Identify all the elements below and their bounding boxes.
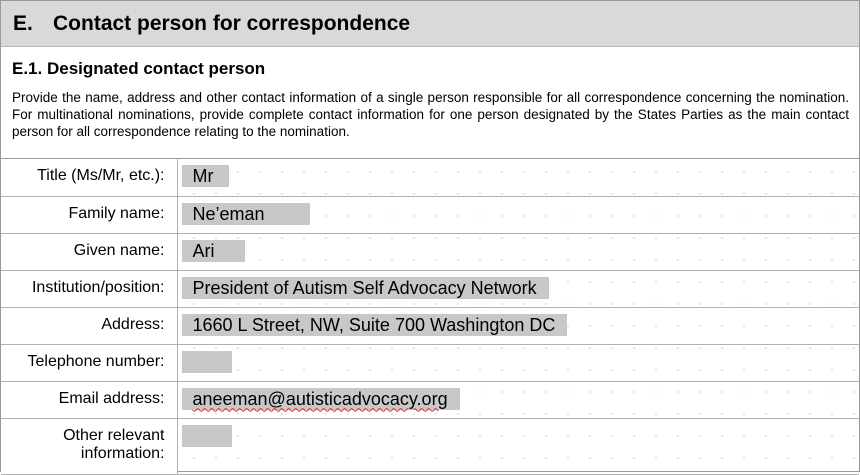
other-info-label-line1: Other relevant [63,426,165,444]
subsection-title: E.1. Designated contact person [12,59,266,78]
telephone-label: Telephone number: [1,344,177,381]
subsection-description: Provide the name, address and other contact information of a single person responsible for all correspondence concerning the nomination. For multinational nominations, provide complete contact information for one person designated by the States Parties as the main contact person for all correspondence relating to the nomination. [12,90,849,139]
title-label: Title (Ms/Mr, etc.): [1,159,177,196]
other-info-label [1,418,177,474]
form-row-email [1,381,859,418]
form-row-institution [1,270,859,307]
section-number: E. [13,11,33,35]
email-label: Email address: [1,381,177,418]
form-row-address [1,307,859,344]
address-field[interactable]: 1660 L Street, NW, Suite 700 Washington DC [182,314,568,336]
institution-field[interactable]: President of Autism Self Advocacy Network [182,277,549,299]
form-row-other [1,418,859,474]
email-field[interactable]: aneeman@autisticadvocacy.org [182,388,460,410]
address-label: Address: [1,307,177,344]
given-name-label: Given name: [1,233,177,270]
form-row-telephone [1,344,859,381]
contact-form-table [1,159,859,475]
family-name-field[interactable]: Ne’eman [182,203,310,225]
form-row-given-name [1,233,859,270]
other-info-label-line2: information: [80,444,165,462]
given-name-field[interactable]: Ari [182,240,245,262]
subsection-block [1,47,859,159]
section-title: Contact person for correspondence [53,11,411,35]
title-field[interactable]: Mr [182,165,229,187]
institution-label: Institution/position: [1,270,177,307]
section-header [1,1,859,47]
family-name-label: Family name: [1,196,177,233]
other-info-field[interactable] [182,425,232,447]
telephone-field[interactable] [182,351,232,373]
form-row-family-name [1,196,859,233]
form-row-title [1,159,859,196]
